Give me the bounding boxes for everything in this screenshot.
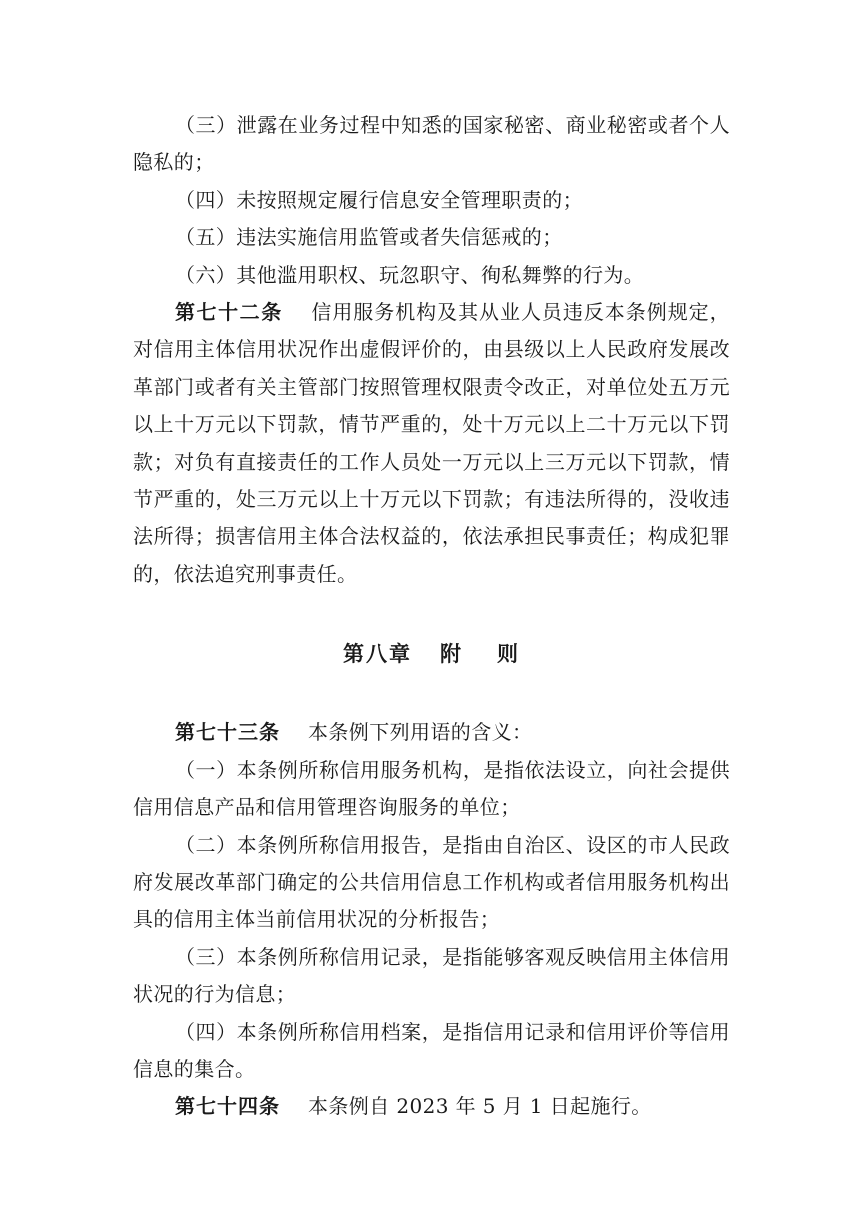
article-label: 第七十三条: [175, 720, 280, 745]
document-body: [133, 107, 730, 1126]
list-item: （四）本条例所称信用档案，是指信用记录和信用评价等信用信息的集合。: [133, 1019, 730, 1081]
list-item: （二）本条例所称信用报告，是指由自治区、设区的市人民政府发展改革部门确定的公共信用信息工作机构或者信用服务机构出具的信用主体当前信用状况的分析报告；: [133, 832, 730, 932]
article-text: 信用服务机构及其从业人员违反本条例规定，对信用主体信用状况作出虚假评价的，由县级以上人民政府发展改革部门或者有关主管部门按照管理权限责令改正，对单位处五万元以上十万元以下罚款，情节严重的，处十万元以上二十万元以下罚款；对负有直接责任的工作人员处一万元以上三万元以下罚款，情节严重的，处三万元以上十万元以下罚款；有违法所得的，没收违法所得；损害信用主体合法权益的，依法承担民事责任；构成犯罪的，依法追究刑事责任。: [133, 300, 731, 586]
list-item: （三）本条例所称信用记录，是指能够客观反映信用主体信用状况的行为信息；: [133, 944, 730, 1007]
list-item: （六）其他滥用职权、玩忽职守、徇私舞弊的行为。: [175, 262, 645, 287]
article-72: [133, 294, 730, 593]
chapter-heading: [133, 635, 730, 672]
list-item: （一）本条例所称信用服务机构，是指依法设立，向社会提供信用信息产品和信用管理咨询服务的单位；: [133, 757, 730, 820]
article-text: 本条例自 2023 年 5 月 1 日起施行。: [308, 1094, 652, 1119]
chapter-title-char: 附: [440, 641, 463, 667]
list-item: （四）未按照规定履行信息安全管理职责的；: [175, 187, 583, 212]
chapter-number: 第八章: [343, 641, 412, 667]
article-text: 本条例下列用语的含义：: [308, 720, 533, 745]
list-item: （三）泄露在业务过程中知悉的国家秘密、商业秘密或者个人隐私的；: [133, 113, 730, 175]
chapter-title-char: 则: [497, 641, 520, 667]
article-74: [133, 1088, 730, 1125]
article-73: [133, 714, 730, 751]
article-label: 第七十二条: [175, 300, 283, 325]
article-label: 第七十四条: [175, 1094, 280, 1119]
list-item: （五）违法实施信用监管或者失信惩戒的；: [175, 225, 563, 250]
